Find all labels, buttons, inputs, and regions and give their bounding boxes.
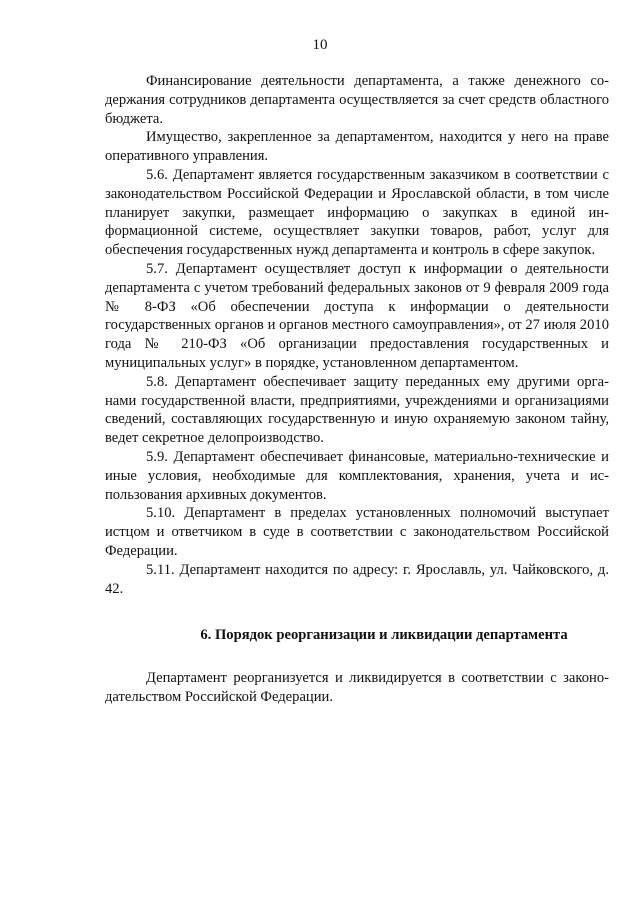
paragraph-property: Имущество, закрепленное за департаментом, находится у него на праве оперативного управления. [105, 129, 609, 165]
paragraph-5-9: 5.9. Департамент обеспечивает финансовые, материально-технические и иные условия, необходимые для комплектования, хранения, учета и использования архивных документов. [105, 448, 609, 503]
paragraph-5-6: 5.6. Департамент является государственным заказчиком в соответствии с законодательством Российской Федерации и Ярославской области, в том числе планирует закупки, размещает информацию о закупках в единой информационной системе, осуществляет закупки товаров, работ, услуг для обеспечения государственных нужд департамента и контроль в сфере закупок. [105, 166, 609, 259]
paragraph-5-10: 5.10. Департамент в пределах установленных полномочий выступает истцом и ответчиком в суде в соответствии с законодательством Российской Федерации. [105, 505, 609, 559]
paragraph-financing: Финансирование деятельности департамента, а также денежного содержания сотрудников департамента осуществляется за счет средств областного бюджета. [105, 73, 609, 127]
document-body [105, 72, 609, 707]
page-number: 10 [312, 37, 328, 53]
paragraph-5-7: 5.7. Департамент осуществляет доступ к информации о деятельности департамента с учетом требований федеральных законов от 9 февраля 2009 года № 8-ФЗ «Об обеспечении доступа к информации о деятельности государственных органов и органов местного самоуправления», от 27 июля 2010 года № 210-ФЗ «Об организации предоставления государственных и муниципальных услуг» в порядке, установленном департаментом. [105, 260, 609, 371]
section-6-heading: 6. Порядок реорганизации и ликвидации департамента [200, 627, 568, 644]
paragraph-6: Департамент реорганизуется и ликвидируется в соответствии с законодательством Российской Федерации. [105, 670, 609, 705]
paragraph-5-11: 5.11. Департамент находится по адресу: г. Ярославль, ул. Чайковского, д. 42. [105, 561, 609, 597]
paragraph-5-8: 5.8. Департамент обеспечивает защиту переданных ему другими органами государственной власти, предприятиями, учреждениями и организациями сведений, составляющих государственную и иную охраняемую законом тайну, ведет секретное делопроизводство. [105, 373, 609, 447]
